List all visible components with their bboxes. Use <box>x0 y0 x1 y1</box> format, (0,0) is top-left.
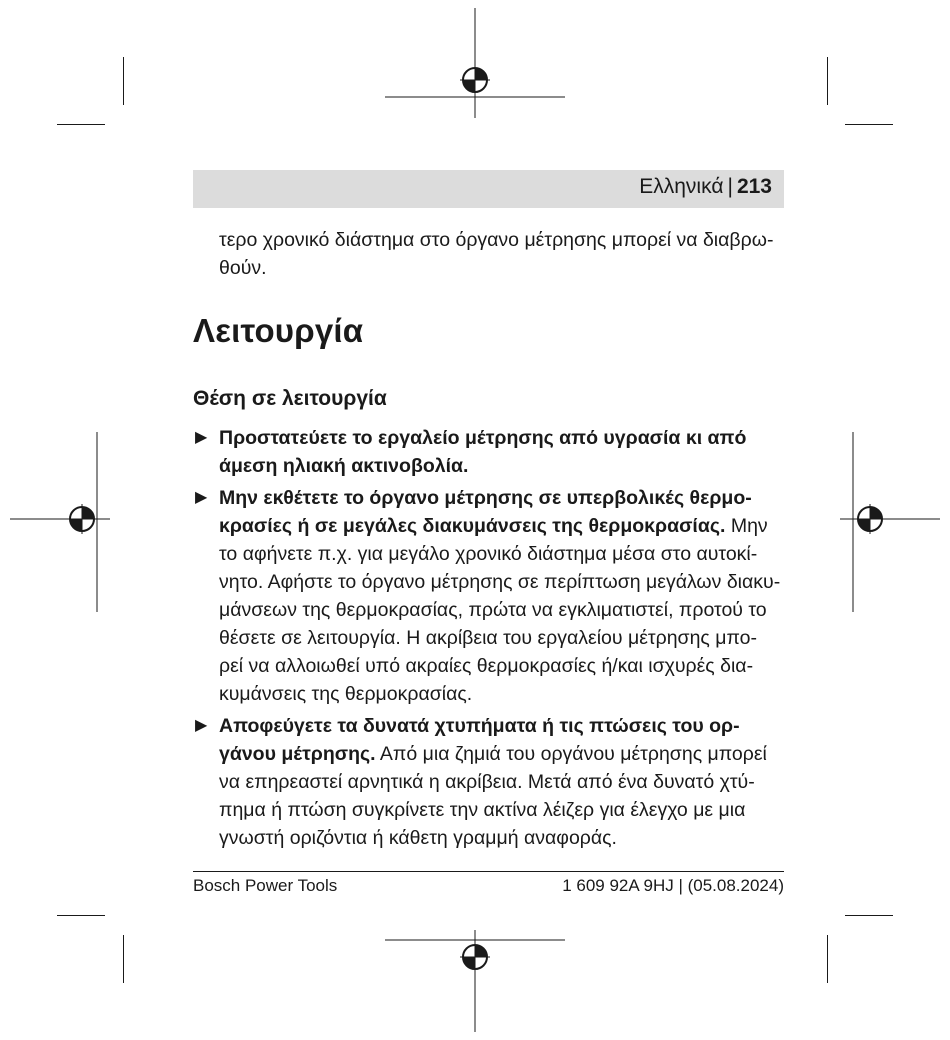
crop-mark-top-left-vertical <box>123 57 124 105</box>
crop-mark-top-right-horizontal <box>845 124 893 125</box>
crop-mark-bottom-right-horizontal <box>845 915 893 916</box>
bullet-triangle-icon: ▶ <box>195 489 208 506</box>
footer-doc-id: 1 609 92A 9HJ | (05.08.2024) <box>562 876 784 895</box>
registration-mark-right <box>840 432 940 612</box>
crop-mark-top-left-horizontal <box>57 124 105 125</box>
section-title: Λειτουργία <box>193 312 364 349</box>
crop-mark-bottom-right-vertical <box>827 935 828 983</box>
header-text <box>639 175 772 199</box>
page-number: 213 <box>736 175 772 198</box>
list-item <box>193 712 784 852</box>
instruction-list <box>193 424 784 852</box>
list-item-bold: Μην εκθέτετε το όργανο μέτρησης σε υπερβολικές θερμο- κρασίες ή σε μεγάλες διακυμάνσεις της θερμοκρασίας. <box>219 487 752 537</box>
list-item <box>193 424 784 480</box>
page-header <box>193 170 784 208</box>
subsection-title: Θέση σε λειτουργία <box>193 387 387 410</box>
intro-paragraph: τερο χρονικό διάστημα στο όργανο μέτρησης μπορεί να διαβρω- θούν. <box>219 229 774 279</box>
registration-mark-left <box>10 432 110 612</box>
footer-brand: Bosch Power Tools <box>193 876 338 895</box>
crop-mark-top-right-vertical <box>827 57 828 105</box>
list-item-text: Μην το αφήνετε π.χ. για μεγάλο χρονικό διάστημα μέσα στο αυτοκί- νητο. Αφήστε το όργανο μέτρησης σε περίπτωση μεγάλων διακυ- μάνσεων της θερμοκρασίας, πρώτα να εγκλιματιστεί, προτού το θέσετε σε λειτουργία. Η ακρίβεια του εργαλείου μέτρησης μπο- ρεί να αλλοιωθεί υπό ακραίες θερμοκρασίες ή/και ισχυρές δια- κυμάνσεις της θερμοκρασίας. <box>219 515 781 705</box>
bullet-triangle-icon: ▶ <box>195 717 208 734</box>
bullet-triangle-icon: ▶ <box>195 429 208 446</box>
crop-mark-bottom-left-vertical <box>123 935 124 983</box>
registration-mark-top <box>385 8 565 123</box>
list-item-bold: Αποφεύγετε τα δυνατά χτυπήματα ή τις πτώσεις του ορ- γάνου μέτρησης. <box>219 715 740 765</box>
list-item-text: Από μια ζημιά του οργάνου μέτρησης μπορεί να επηρεαστεί αρνητικά η ακρίβεια. Μετά από ένα δυνατό χτύ- πημα ή πτώση συγκρίνετε την ακτίνα λέιζερ για έλεγχο με μια γνωστή οριζόντια ή κάθετη γραμμή αναφοράς. <box>219 743 767 849</box>
list-item-bold: Προστατεύετε το εργαλείο μέτρησης από υγρασία κι από άμεση ηλιακή ακτινοβολία. <box>219 427 747 477</box>
registration-mark-bottom <box>385 930 565 1032</box>
footer-rule <box>193 871 784 872</box>
header-separator: | <box>727 175 733 198</box>
header-language: Ελληνικά <box>639 175 724 198</box>
page-content <box>193 226 784 856</box>
crop-mark-bottom-left-horizontal <box>57 915 105 916</box>
list-item <box>193 484 784 708</box>
